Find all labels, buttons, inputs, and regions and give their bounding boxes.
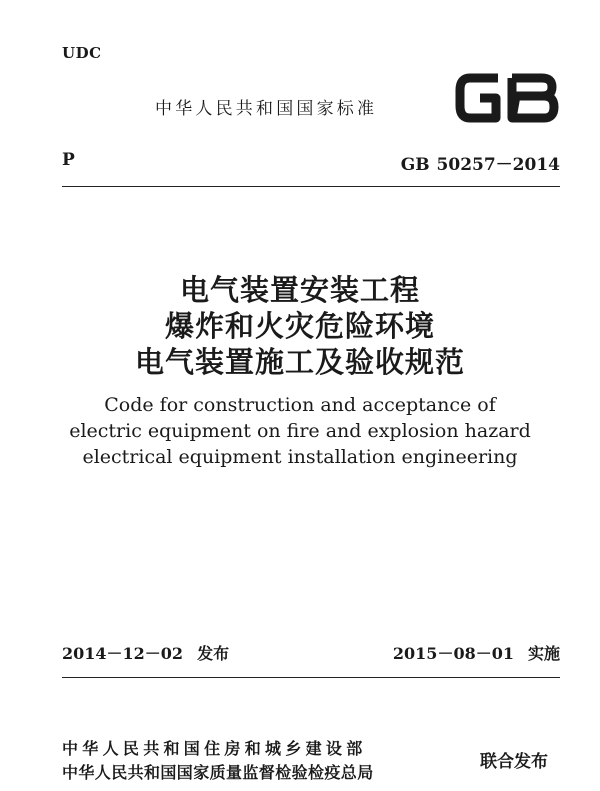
gb-logo-text: GB: [507, 108, 509, 109]
issue-date: 2014－12－02: [62, 644, 184, 663]
standard-organization: 中华人民共和国国家标准: [155, 99, 378, 119]
bottom-divider: [62, 677, 560, 678]
implementation-label: 实施: [527, 644, 560, 663]
issue-label: 发布: [197, 644, 230, 663]
chinese-title-line: 爆炸和火灾危险环境: [164, 309, 435, 343]
chinese-title-line: 电气装置安装工程: [179, 273, 420, 307]
chinese-title-line: 电气装置施工及验收规范: [134, 345, 465, 379]
issuing-authorities: [62, 737, 374, 785]
chinese-title: [0, 272, 600, 380]
issuer-aqsiq: 中华人民共和国国家质量监督检验检疫总局: [62, 763, 374, 782]
english-title-line: Code for construction and acceptance of: [104, 394, 496, 416]
joint-issue-label: 联合发布: [480, 752, 548, 772]
standard-number: GB 50257－2014: [400, 155, 560, 175]
gb-logo-g: [460, 78, 498, 118]
gb-logo-b: [512, 78, 554, 118]
english-title: [0, 392, 600, 470]
top-divider: [62, 186, 560, 187]
english-title-line: electric equipment on fire and explosion hazard: [69, 420, 531, 442]
implementation-date-row: [393, 641, 560, 664]
english-title-line: electrical equipment installation engineering: [82, 446, 518, 468]
classification-code: P: [62, 150, 75, 170]
issuer-ministry: 中华人民共和国住房和城乡建设部: [62, 739, 367, 758]
gb-logo: [452, 68, 562, 128]
udc-label: UDC: [62, 44, 102, 62]
implementation-date: 2015－08－01: [392, 644, 514, 663]
issue-date-row: [62, 641, 229, 664]
